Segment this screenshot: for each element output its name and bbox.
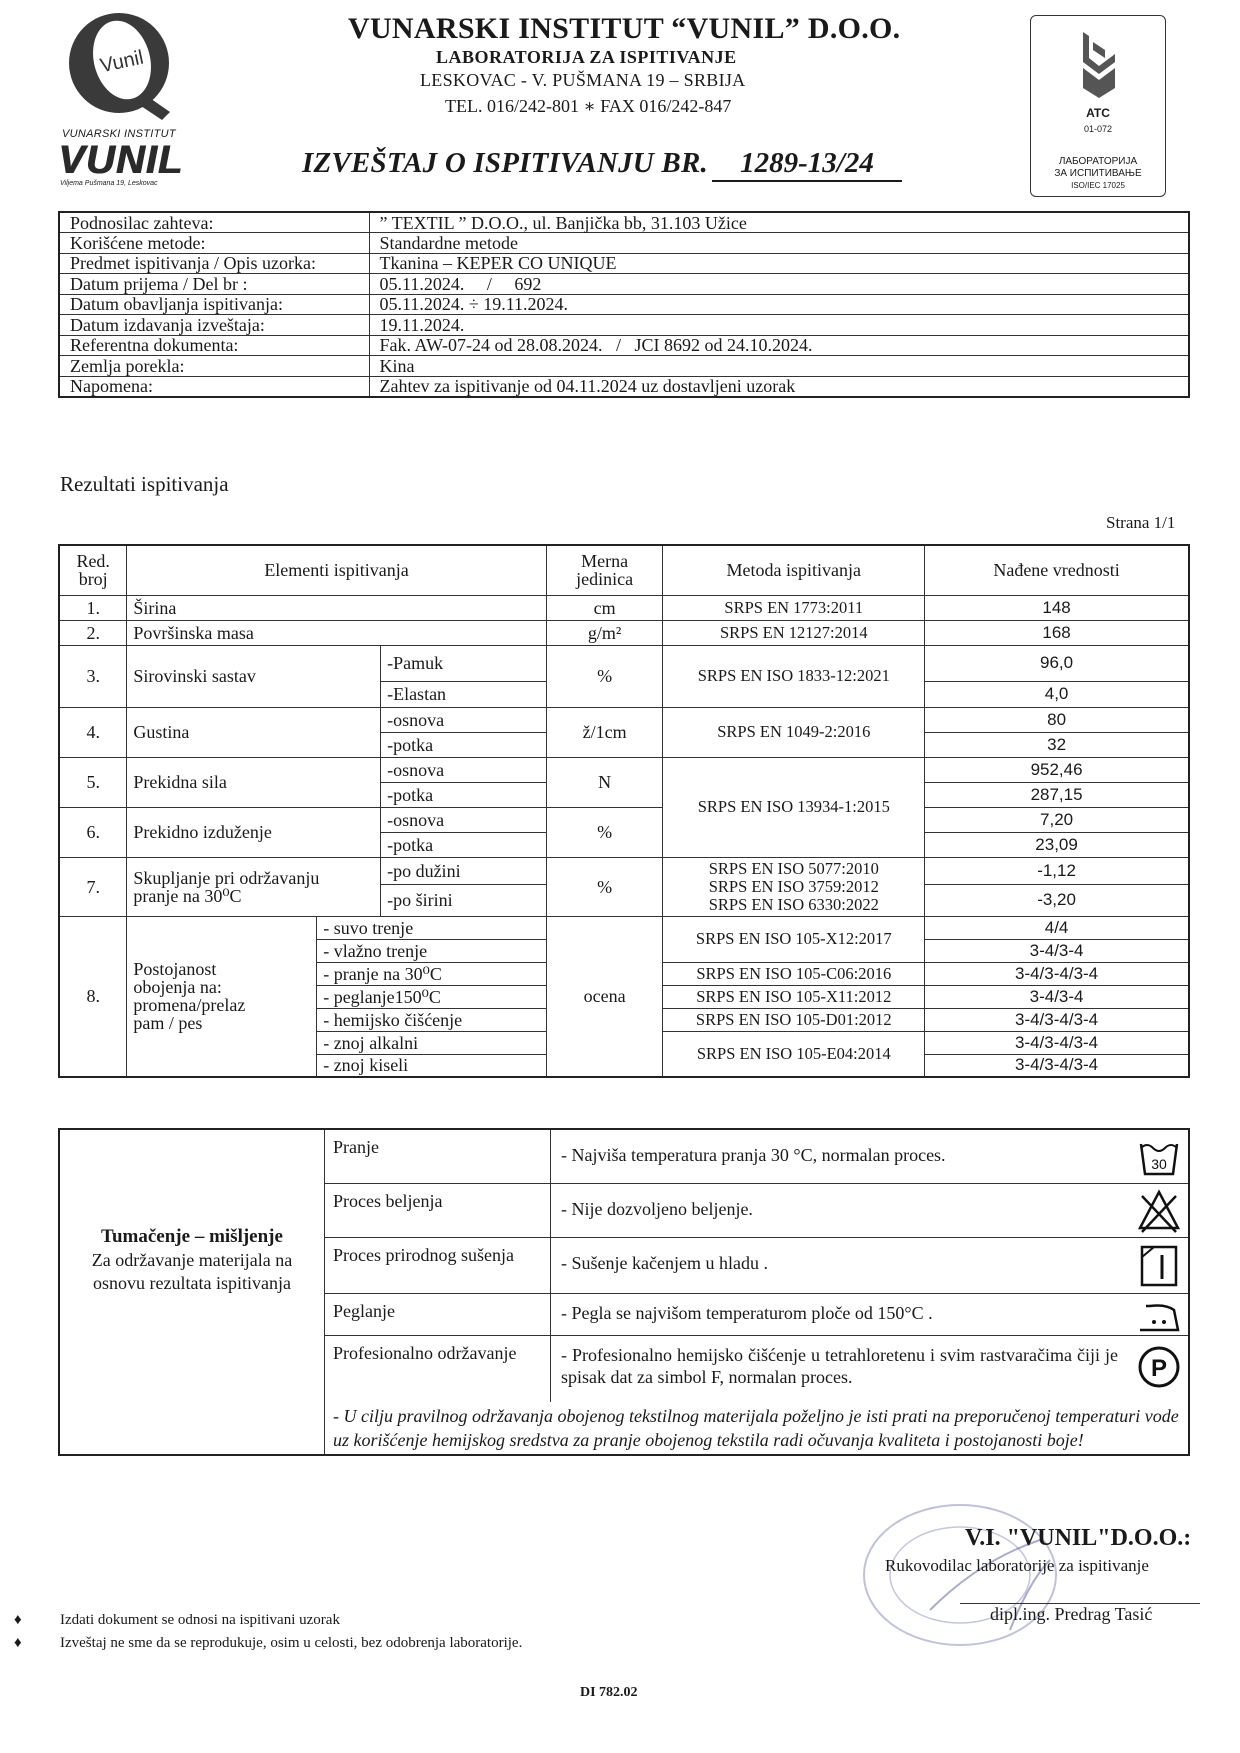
page-number: Strana 1/1 [1106,513,1176,532]
logo-brand-text: VUNIL [58,138,183,182]
row-unit: % [546,645,663,707]
row-value: 168 [925,620,1189,645]
info-row [59,274,1189,295]
info-value: 05.11.2024. / 692 [369,274,1189,295]
care-row-bleaching [325,1184,1188,1238]
row-sub: -potka [381,732,547,757]
request-info-table [58,211,1190,398]
row-value: 4,0 [925,681,1189,707]
table-row [59,645,1189,681]
row-unit: ž/1cm [546,707,663,757]
info-label: Predmet ispitivanja / Opis uzorka: [59,253,369,274]
care-label: Peglanje [325,1294,551,1335]
info-row [59,335,1189,356]
row-element: Širina [127,595,546,620]
info-value: Fak. AW-07-24 od 28.08.2024. / JCI 8692 od 24.10.2024. [369,335,1189,356]
info-label: Datum prijema / Del br : [59,274,369,295]
row-element: Prekidna sila [127,757,381,807]
info-value: Zahtev za ispitivanje od 04.11.2024 uz dostavljeni uzorak [369,376,1189,397]
interpretation-heading: Tumačenje – mišljenje [101,1226,283,1247]
header-method: Metoda ispitivanja [663,545,925,595]
row-method: SRPS EN 1049-2:2016 [663,707,925,757]
row-sub: -osnova [381,807,547,832]
row-unit: % [546,857,663,916]
lab-title: LABORATORIJA ZA ISPITIVANJE [436,47,737,67]
document-id: DI 782.02 [580,1685,638,1700]
row-sub: -osnova [381,707,547,732]
logo-institute-text: VUNARSKI INSTITUT [62,128,176,140]
row-sub: - znoj alkalni [317,1031,547,1054]
row-no: 1. [59,595,127,620]
row-method: SRPS EN ISO 105-E04:2014 [663,1031,925,1077]
row-element-line: promena/prelaz [133,995,246,1016]
info-value: 19.11.2024. [369,315,1189,336]
row-sub: -osnova [381,757,547,782]
info-value: 05.11.2024. ÷ 19.11.2024. [369,294,1189,315]
row-sub: - vlažno trenje [317,939,547,962]
row-value: 80 [925,707,1189,732]
care-text: - Sušenje kačenjem u hladu . [561,1253,768,1273]
row-method: SRPS EN ISO 1833-12:2021 [663,645,925,707]
iron-medium-icon [1136,1292,1182,1338]
company-address: LESKOVAC - V. PUŠMANA 19 – SRBIJA [420,70,746,90]
footer-note-text: Izdati dokument se odnosi na ispitivani uzorak [60,1612,340,1628]
row-sub: - pranje na 30⁰C [317,962,547,985]
care-label: Profesionalno održavanje [325,1336,551,1402]
table-row [59,916,1189,939]
row-no: 4. [59,707,127,757]
row-element [127,916,317,1077]
care-text: - Pegla se najvišom temperaturom ploče od 150°C . [561,1303,933,1323]
logo-address-text: Viljema Pušmana 19, Leskovac [60,180,158,187]
info-value: ” TEXTIL ” D.O.O., ul. Banjička bb, 31.103 Užice [369,212,1189,233]
row-no: 6. [59,807,127,857]
row-method-line: SRPS EN ISO 3759:2012 [708,876,879,896]
results-title: Rezultati ispitivanja [60,472,229,496]
info-row [59,315,1189,336]
row-element-line: Skupljanje pri održavanju [133,867,320,888]
row-sub: -Elastan [381,681,547,707]
row-unit: N [546,757,663,807]
row-element: Površinska masa [127,620,546,645]
header-value: Nađene vrednosti [925,545,1189,595]
table-row [59,807,1189,832]
row-sub: - znoj kiseli [317,1054,547,1077]
care-text: - Najviša temperatura pranja 30 °C, normalan proces. [561,1145,946,1165]
no-bleach-icon [1136,1188,1182,1234]
row-element-line: Postojanost [133,959,217,980]
row-no: 5. [59,757,127,807]
wash-30-icon [1136,1134,1182,1180]
info-row [59,356,1189,377]
row-method-line: SRPS EN ISO 6330:2022 [708,894,879,914]
vunil-logo [52,8,202,187]
results-table [58,544,1190,1078]
info-label: Zemlja porekla: [59,356,369,377]
table-row [59,707,1189,732]
row-method [663,857,925,916]
row-value: -1,12 [925,857,1189,884]
company-title: VUNARSKI INSTITUT “VUNIL” D.O.O. [348,12,901,45]
row-no: 2. [59,620,127,645]
report-number: 1289-13/24 [712,147,902,182]
row-value: 32 [925,732,1189,757]
row-value: 4/4 [925,916,1189,939]
table-row [59,857,1189,884]
info-label: Datum izdavanja izveštaja: [59,315,369,336]
care-note: - U cilju pravilnog održavanja obojenog tekstilnog materijala poželjno je isti prati na preporučenoj temperaturi vode uz korišćenje hemijskog sredstva za pranje obojenog tekstila radi očuvanja kvaliteta i postojanosti boje! [333,1406,1179,1450]
row-value: 952,46 [925,757,1189,782]
row-value: 3-4/3-4 [925,985,1189,1008]
header-no: Red. broj [59,545,127,595]
info-value: Kina [369,356,1189,377]
info-row [59,253,1189,274]
results-header-row [59,545,1189,595]
row-method: SRPS EN ISO 13934-1:2015 [663,757,925,857]
footer-note-text: Izveštaj ne sme da se reprodukuje, osim u celosti, bez odobrenja laboratorije. [60,1635,523,1651]
info-row [59,294,1189,315]
row-method: SRPS EN ISO 105-X12:2017 [663,916,925,962]
row-element: Sirovinski sastav [127,645,381,707]
row-sub: -Pamuk [381,645,547,681]
row-sub: - peglanje150⁰C [317,985,547,1008]
care-row-professional [325,1336,1188,1402]
table-row [59,595,1189,620]
row-method-line: SRPS EN ISO 5077:2010 [708,858,879,878]
signature-role: Rukovodilac laboratorije za ispitivanje [885,1556,1149,1575]
row-no: 8. [59,916,127,1077]
line-dry-shade-icon [1136,1243,1182,1289]
table-row [59,757,1189,782]
row-value: 3-4/3-4 [925,939,1189,962]
signature-company: V.I. "VUNIL"D.O.O.: [965,1525,1192,1551]
row-unit: % [546,807,663,857]
atc-lab-line1: ЛАБОРАТОРИЈА [1058,156,1138,167]
care-interpretation-section [58,1128,1190,1456]
signature-name: dipl.ing. Predrag Tasić [990,1604,1153,1624]
row-value: 3-4/3-4/3-4 [925,1031,1189,1054]
row-method: SRPS EN ISO 105-C06:2016 [663,962,925,985]
row-element-line: obojenja na: [133,977,222,998]
bullet-icon: ♦ [14,1612,22,1628]
row-value: 3-4/3-4/3-4 [925,1054,1189,1077]
info-label: Napomena: [59,376,369,397]
row-element [127,857,381,916]
row-value: 3-4/3-4/3-4 [925,962,1189,985]
row-unit: cm [546,595,663,620]
care-label: Pranje [325,1130,551,1183]
footer-note [14,1612,340,1629]
row-unit: g/m² [546,620,663,645]
info-label: Datum obavljanja ispitivanja: [59,294,369,315]
row-value: 3-4/3-4/3-4 [925,1008,1189,1031]
dry-clean-p-icon [1136,1344,1182,1390]
info-label: Korišćene metode: [59,233,369,254]
row-element-line: pam / pes [133,1013,203,1034]
logo-q-text: Vunil [98,46,146,78]
row-method: SRPS EN ISO 105-D01:2012 [663,1008,925,1031]
row-value: 23,09 [925,832,1189,857]
row-sub: -po dužini [381,857,547,884]
bullet-icon: ♦ [14,1635,22,1651]
row-method: SRPS EN ISO 105-X11:2012 [663,985,925,1008]
row-value: 287,15 [925,782,1189,807]
row-element: Prekidno izduženje [127,807,381,857]
row-element: Gustina [127,707,381,757]
info-label: Referentna dokumenta: [59,335,369,356]
row-sub: -po širini [381,884,547,916]
interpretation-subheading-line: Za održavanje materijala na [91,1250,293,1270]
care-row-drying [325,1238,1188,1294]
row-value: -3,20 [925,884,1189,916]
wash-temp-text: 30 [1151,1156,1167,1172]
care-label: Proces beljenja [325,1184,551,1237]
atc-lab-line2: ЗА ИСПИТИВАЊЕ [1054,168,1142,179]
care-label: Proces prirodnog sušenja [325,1238,551,1293]
row-sub: -potka [381,782,547,807]
info-row [59,212,1189,233]
row-no: 3. [59,645,127,707]
info-row [59,376,1189,397]
atc-iso: ISO/IEC 17025 [1071,181,1125,190]
care-text: - Profesionalno hemijsko čišćenje u tetrahloretenu i svim rastvaračima čiji je spisak dat za simbol F, normalan proces. [561,1345,1118,1387]
interpretation-subheading-line: osnovu rezultata ispitivanja [93,1273,291,1293]
row-sub: - hemijsko čišćenje [317,1008,547,1031]
atc-code: ATC [1086,106,1110,120]
row-method: SRPS EN 1773:2011 [663,595,925,620]
row-method: SRPS EN 12127:2014 [663,620,925,645]
row-element-line: pranje na 30⁰C [133,885,242,906]
header-element: Elementi ispitivanja [127,545,546,595]
table-row [59,620,1189,645]
company-phone: TEL. 016/242-801 ∗ FAX 016/242-847 [445,96,732,116]
q-logo-icon [62,8,177,123]
row-sub: - suvo trenje [317,916,547,939]
report-label: IZVEŠTAJ O ISPITIVANJU BR. [302,147,708,179]
row-no: 7. [59,857,127,916]
atc-number: 01-072 [1083,124,1113,134]
info-value: Standardne metode [369,233,1189,254]
row-unit: ocena [546,916,663,1077]
footer-note [14,1635,522,1652]
care-text: - Nije dozvoljeno beljenje. [561,1199,753,1219]
row-value: 96,0 [925,645,1189,681]
care-row-washing [325,1130,1188,1184]
info-label: Podnosilac zahteva: [59,212,369,233]
care-row-ironing [325,1294,1188,1336]
row-value: 148 [925,595,1189,620]
header-unit: Merna jedinica [546,545,663,595]
atc-mark-icon [1079,28,1119,100]
info-row [59,233,1189,254]
svg-text:P: P [1150,1355,1168,1382]
row-sub: -potka [381,832,547,857]
info-value: Tkanina – KEPER CO UNIQUE [369,253,1189,274]
accreditation-badge [1030,15,1166,197]
interpretation-heading-cell [60,1130,325,1454]
row-value: 7,20 [925,807,1189,832]
